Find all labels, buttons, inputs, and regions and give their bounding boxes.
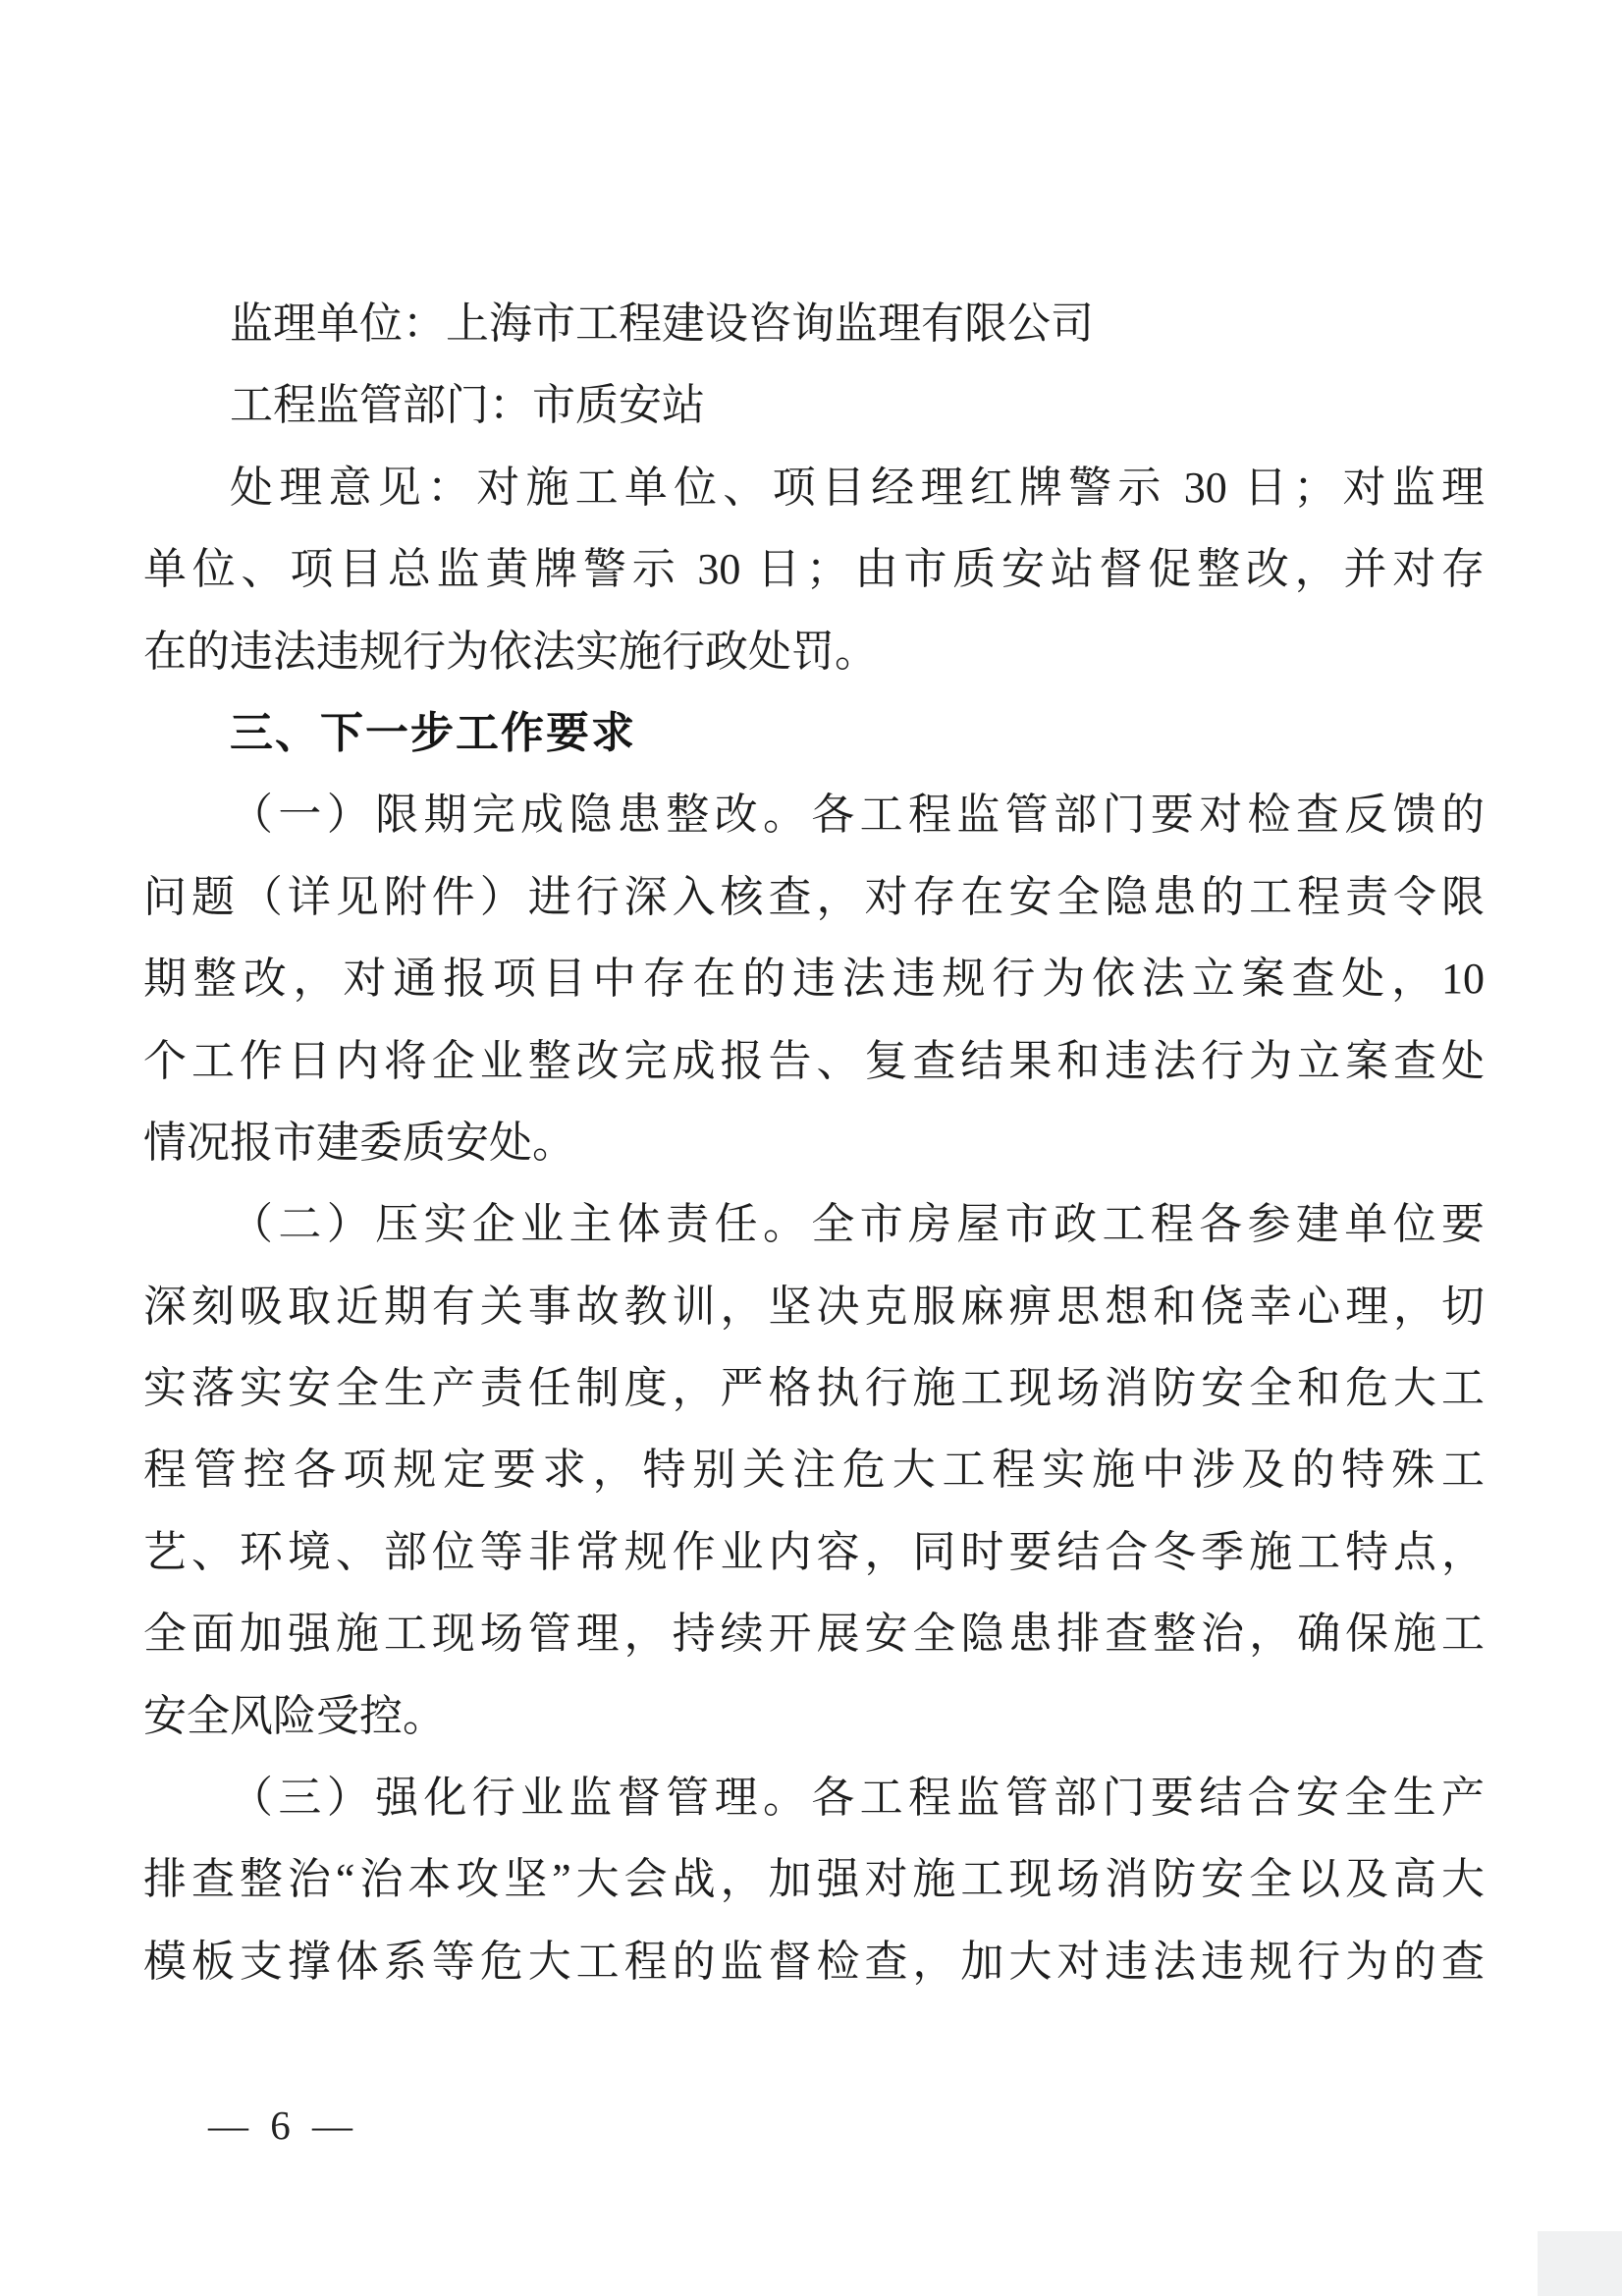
text-line-handling-opinion-1: 处理意见：对施工单位、项目经理红牌警示 30 日；对监理: [230, 463, 1485, 512]
document-body: [143, 283, 1485, 2002]
scan-artifact: [1538, 2231, 1622, 2296]
text-line-item1-5: 情况报市建委质安处。: [143, 1118, 575, 1167]
text-line-item1-3: 期整改，对通报项目中存在的违法违规行为依法立案查处，10: [143, 955, 1485, 1004]
section-heading: 三、下一步工作要求: [230, 708, 636, 757]
text-line-item2-3: 实落实安全生产责任制度，严格执行施工现场消防安全和危大工: [143, 1364, 1485, 1413]
text-line-item1-4: 个工作日内将企业整改完成报告、复查结果和违法行为立案查处: [143, 1036, 1485, 1085]
text-line-item1-2: 问题（详见附件）进行深入核查，对存在安全隐患的工程责令限: [143, 872, 1485, 921]
text-line-item3-2: 排查整治“治本攻坚”大会战，加强对施工现场消防安全以及高大: [143, 1855, 1485, 1904]
text-line-item3-3: 模板支撑体系等危大工程的监督检查，加大对违法违规行为的查: [143, 1937, 1485, 1986]
text-line-supervision-unit: 监理单位：上海市工程建设咨询监理有限公司: [230, 300, 1094, 348]
text-line-item2-7: 安全风险受控。: [143, 1691, 446, 1740]
text-line-item1-1: （一）限期完成隐患整改。各工程监管部门要对检查反馈的: [230, 791, 1485, 840]
page-number: — 6 —: [208, 2103, 358, 2148]
text-line-item2-4: 程管控各项规定要求，特别关注危大工程实施中涉及的特殊工: [143, 1446, 1485, 1495]
text-line-item2-1: （二）压实企业主体责任。全市房屋市政工程各参建单位要: [230, 1200, 1485, 1249]
text-line-regulator-dept: 工程监管部门：市质安站: [230, 381, 705, 430]
text-line-item2-5: 艺、环境、部位等非常规作业内容，同时要结合冬季施工特点，: [143, 1527, 1485, 1576]
text-line-item2-6: 全面加强施工现场管理，持续开展安全隐患排查整治，确保施工: [143, 1610, 1485, 1659]
text-line-item2-2: 深刻吸取近期有关事故教训，坚决克服麻痹思想和侥幸心理，切: [143, 1282, 1485, 1331]
text-line-handling-opinion-2: 单位、项目总监黄牌警示 30 日；由市质安站督促整改，并对存: [143, 545, 1485, 594]
text-line-handling-opinion-3: 在的违法违规行为依法实施行政处罚。: [143, 627, 878, 676]
text-line-item3-1: （三）强化行业监督管理。各工程监管部门要结合安全生产: [230, 1774, 1485, 1823]
